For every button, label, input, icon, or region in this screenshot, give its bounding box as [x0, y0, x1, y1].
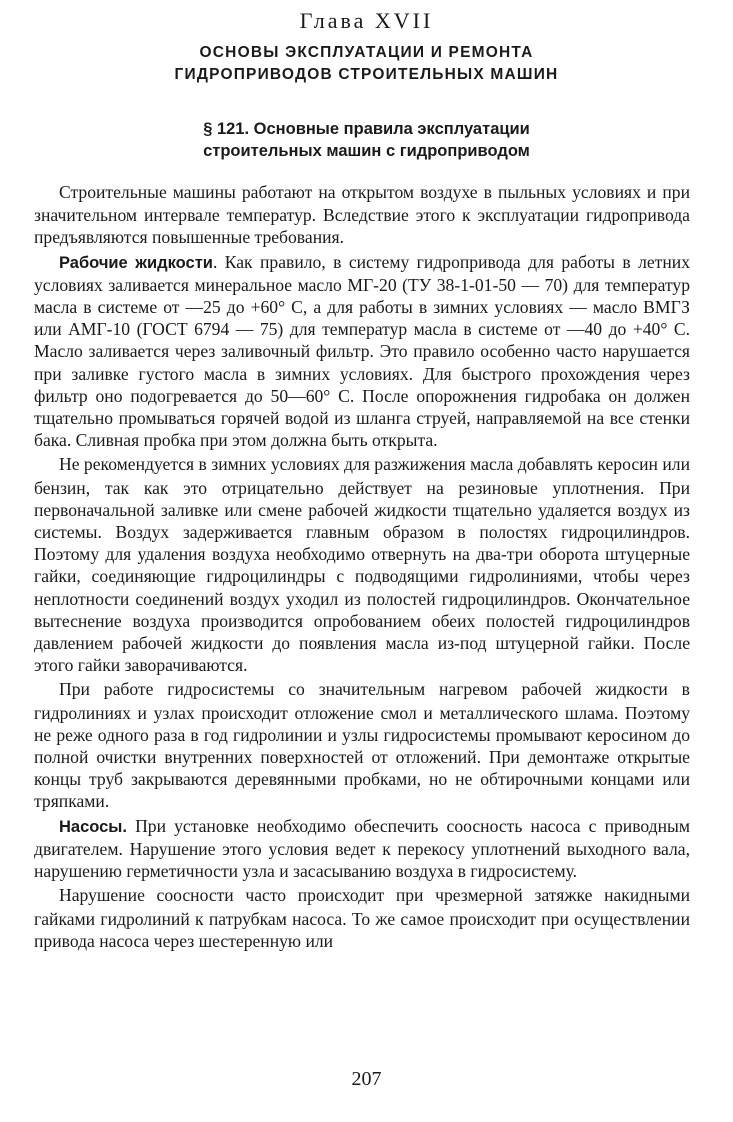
paragraph-text: При работе гидросистемы со значительным нагревом рабочей жидкости в гидролиниях и узлах происходит отложение смол и металлического шлама. Поэтому не реже одного раза в год гидролинии и узлы гидросистемы промывают керосином до полной очистки внутренних поверхностей от отложений. При демонтаже открытые концы труб закрываются деревянными пробками, но не обтирочными концами или тряпками.	[34, 679, 690, 812]
paragraph	[34, 181, 690, 249]
paragraph	[34, 815, 690, 883]
paragraph	[34, 453, 690, 676]
paragraph-text: При установке необходимо обеспечить соосность насоса с приводным двигателем. Нарушение этого условия ведет к перекосу уплотнений выходного вала, нарушению герметичности узла и засасыванию воздуха в гидросистему.	[34, 815, 690, 882]
page-number: 207	[351, 1068, 382, 1090]
paragraph	[34, 884, 690, 952]
paragraph-text: Нарушение соосности часто происходит при чрезмерной затяжке накидными гайками гидролиний к патрубкам насоса. То же самое происходит при осуществлении привода насоса через шестеренную или	[34, 885, 690, 951]
section-title-line1: § 121. Основные правила эксплуатации	[203, 120, 530, 138]
paragraph-text: Строительные машины работают на открытом воздухе в пыльных условиях и при значительном интервале температур. Вследствие этого к эксплуатации гидропривода предъявляются повышенные требования.	[34, 182, 690, 248]
chapter-subtitle-line2: ГИДРОПРИВОДОВ СТРОИТЕЛЬНЫХ МАШИН	[174, 66, 559, 83]
paragraph	[34, 251, 690, 452]
paragraph-lead: Рабочие жидкости	[59, 253, 213, 272]
paragraph-text: Не рекомендуется в зимних условиях для разжижения масла добавлять керосин или бензин, так как это отрицательно действует на резиновые уплотнения. При первоначальной заливке или смене рабочей жидкости тщательно удаляется воздух из системы. Воздух задерживается главным образом в полостях гидроцилиндров. Поэтому для удаления воздуха необходимо отвернуть на два-три оборота штуцерные гайки, соединяющие гидроцилиндры с подводящими гидролиниями, чтобы через неплотности соединений воздух уходил из полостей гидроцилиндров. Окончательное вытеснение воздуха производится опробованием обеих полостей гидроцилиндров давлением рабочей жидкости до появления масла из-под штуцерной гайки. После этого гайки заворачиваются.	[34, 454, 690, 676]
chapter-subtitle-line1: ОСНОВЫ ЭКСПЛУАТАЦИИ И РЕМОНТА	[199, 44, 534, 61]
chapter-title: Глава XVII	[299, 8, 434, 33]
paragraph	[34, 678, 690, 812]
paragraph-text: . Как правило, в систему гидропривода для работы в летних условиях заливается минеральное масло МГ-20 (ТУ 38-1-01-50 — 70) для температур масла в системе от —25 до +60° С, а для работы в зимних условиях — масло ВМГЗ или АМГ-10 (ГОСТ 6794 — 75) для температур масла в системе от —40 до +40° С. Масло заливается через заливочный фильтр. Это правило особенно часто нарушается при заливке густого масла в зимних условиях. Для быстрого прохождения через фильтр оно подогревается до 50—60° С. После опорожнения гидробака он должен тщательно промываться горячей водой из шланга струей, направляемой на все стенки бака. Сливная пробка при этом должна быть открыта.	[34, 251, 690, 451]
body-text	[34, 181, 690, 952]
section-title-line2: строительных машин с гидроприводом	[203, 142, 530, 160]
paragraph-lead: Насосы.	[59, 817, 127, 836]
